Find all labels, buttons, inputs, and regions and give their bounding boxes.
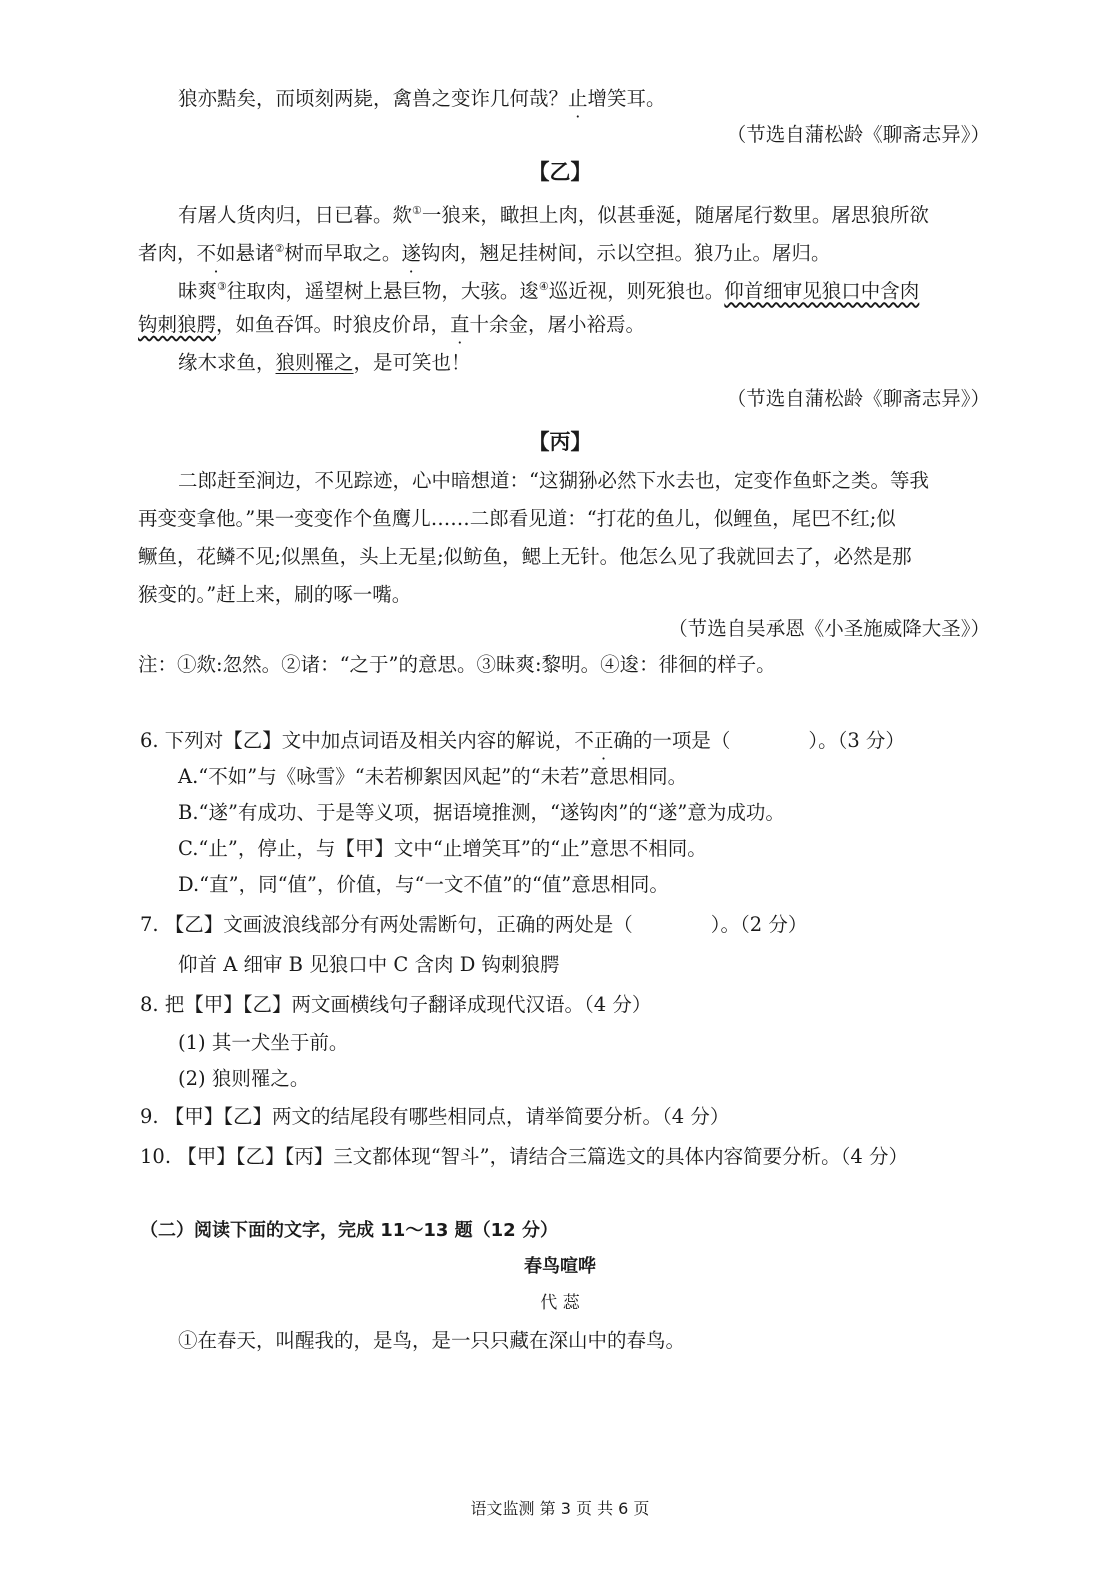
yi-para2-line1: 昧爽③往取肉，遥望树上悬巨物，大骇。逡④巡近视，则死狼也。仰首细审见狼口中含肉 [178,279,920,303]
q6-option-d: D.“直”，同“值”，价值，与“一文不值”的“值”意思相同。 [178,873,669,896]
yi-para1-line1: 有屠人货肉归，日已暮。欻①一狼来，瞰担上肉，似甚垂涎，随屠尾行数里。屠思狼所欲 [178,203,929,227]
q8-sentence-1: (1) 其一犬坐于前。 [178,1031,349,1054]
jia-last-line: 狼亦黠矣，而顷刻两毙，禽兽之变诈几何哉？止增笑耳。 [178,87,666,110]
bing-line2: 再变变拿他。”果一变变作个鱼鹰儿……二郎看见道：“打花的鱼儿，似鲤鱼，尾巴不红;似 [138,507,896,530]
underlined-sentence: 狼则罹之 [275,351,354,374]
yi-source: （节选自蒲松龄《聊斋志异》） [726,387,990,410]
question-9: 9. 【甲】【乙】两文的结尾段有哪些相同点，请举简要分析。（4 分） [140,1105,730,1128]
bing-line3: 鳜鱼，花鳞不见;似黑鱼，头上无星;似鲂鱼，鳃上无针。他怎么见了我就回去了，必然是那 [138,545,912,568]
article-author: 代 蕊 [540,1293,580,1313]
q6-option-b: B.“遂”有成功、于是等义项，据语境推测，“遂钩肉”的“遂”意为成功。 [178,801,785,824]
wavy-segment-2: 钩刺狼腭 [138,313,217,336]
bing-title: 【丙】 [528,429,592,454]
section-2-heading: （二）阅读下面的文字，完成 11～13 题（12 分） [140,1220,558,1241]
wavy-segment-1: 仰首细审见狼口中含肉 [724,279,920,303]
q6-option-a: A.“不如”与《咏雪》“未若柳絮因风起”的“未若”意思相同。 [178,765,688,788]
jia-source: （节选自蒲松龄《聊斋志异》） [726,123,990,146]
question-7: 7. 【乙】文画波浪线部分有两处需断句，正确的两处是（ ）。（2 分） [140,913,808,936]
yi-title: 【乙】 [528,159,592,184]
page-footer: 语文监测 第 3 页 共 6 页 [470,1499,650,1518]
article-para-1: ①在春天，叫醒我的，是鸟，是一只只藏在深山中的春鸟。 [178,1329,686,1352]
bing-line1: 二郎赶至涧边，不见踪迹，心中暗想道：“这猢狲必然下水去也，定变作鱼虾之类。等我 [178,469,929,492]
q6-option-c: C.“止”，停止，与【甲】文中“止增笑耳”的“止”意思不相同。 [178,837,707,860]
bing-line4: 猴变的。”赶上来，刷的啄一嘴。 [138,583,412,606]
article-title: 春鸟喧哗 [524,1256,596,1277]
bing-source: （节选自吴承恩《小圣施威降大圣》） [668,617,990,640]
yi-para3: 缘木求鱼，狼则罹之，是可笑也！ [178,351,471,374]
question-10: 10. 【甲】【乙】【丙】三文都体现“智斗”，请结合三篇选文的具体内容简要分析。（4 分） [140,1145,909,1168]
question-8: 8. 把【甲】【乙】两文画横线句子翻译成现代汉语。（4 分） [140,993,652,1016]
annotations: 注：①欻:忽然。②诸：“之于”的意思。③昧爽:黎明。④逡：徘徊的样子。 [138,653,776,676]
yi-para2-line2: 钩刺狼腭，如鱼吞饵。时狼皮价昂，直十余金，屠小裕焉。 [138,313,646,336]
q7-options: 仰首 A 细审 B 见狼口中 C 含肉 D 钩刺狼腭 [178,953,560,976]
yi-para1-line2: 者肉，不如悬诸②树而早取之。遂钩肉，翘足挂树间，示以空担。狼乃止。屠归。 [138,241,831,265]
q8-sentence-2: (2) 狼则罹之。 [178,1067,310,1090]
question-6: 6. 下列对【乙】文中加点词语及相关内容的解说，不正确的一项是（ ）。（3 分） [140,729,905,752]
